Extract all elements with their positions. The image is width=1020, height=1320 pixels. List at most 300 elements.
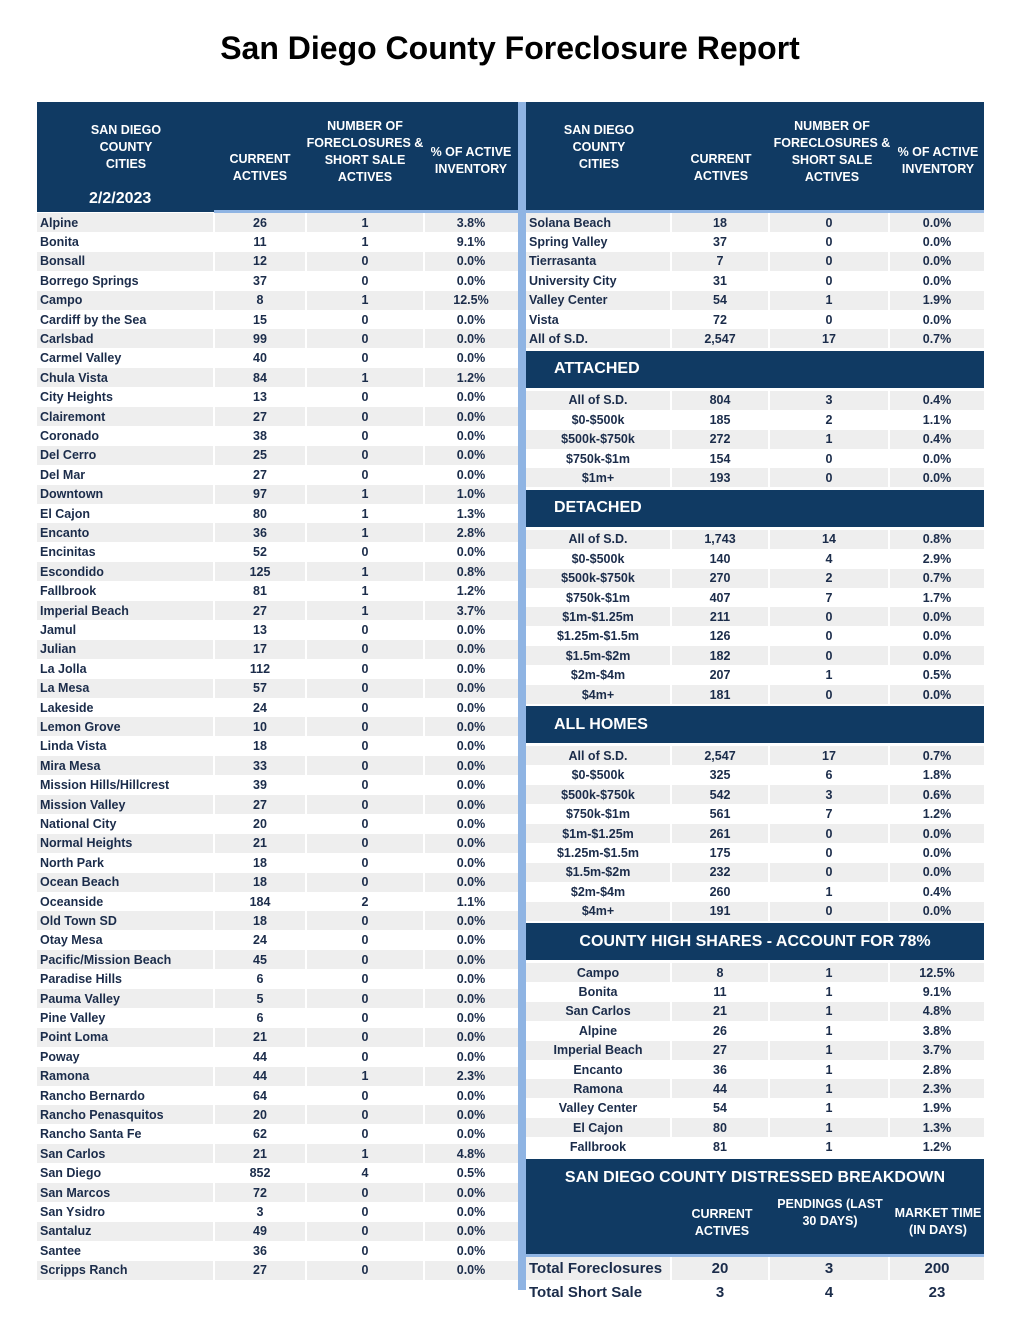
city-name: San Carlos [40, 1146, 106, 1161]
table-row [526, 430, 984, 449]
table-row [526, 824, 984, 843]
current-actives: 10 [253, 719, 267, 734]
current-actives: 211 [709, 609, 731, 624]
current-actives: 12 [253, 254, 267, 269]
right-header-actives: CURRENT ACTIVES [690, 152, 752, 183]
pct-inventory: 0.7% [922, 748, 952, 763]
current-actives: 54 [713, 1101, 727, 1116]
table-row [526, 252, 984, 271]
current-actives: 1,743 [704, 532, 736, 547]
current-actives: 24 [253, 933, 267, 948]
pct-inventory: 0.0% [456, 991, 486, 1006]
foreclosure-count: 0 [361, 1010, 369, 1025]
pct-inventory: 0.0% [922, 215, 952, 230]
city-name: All of S.D. [568, 748, 628, 763]
current-actives: 27 [713, 1043, 727, 1058]
foreclosure-count: 1 [361, 234, 369, 249]
foreclosure-count: 0 [825, 234, 833, 249]
pct-inventory: 0.0% [456, 545, 486, 560]
foreclosure-count: 0 [825, 470, 833, 485]
foreclosure-count: 0 [825, 845, 833, 860]
pct-inventory: 0.0% [456, 875, 486, 890]
pct-inventory: 0.8% [922, 532, 952, 547]
current-actives: 72 [713, 312, 727, 327]
pct-inventory: 0.0% [456, 778, 486, 793]
pct-inventory: 0.4% [922, 393, 952, 408]
table-row [37, 970, 518, 989]
breakdown-actives: 20 [711, 1260, 729, 1277]
city-name: University City [529, 273, 617, 288]
table-row [526, 902, 984, 921]
foreclosure-count: 0 [825, 648, 833, 663]
current-actives: 542 [709, 787, 731, 802]
foreclosure-count: 17 [822, 331, 836, 346]
pct-inventory: 0.0% [456, 428, 486, 443]
pct-inventory: 0.0% [456, 448, 486, 463]
foreclosure-count: 2 [361, 894, 369, 909]
table-row [37, 1105, 518, 1124]
pct-inventory: 4.8% [456, 1146, 486, 1161]
foreclosure-count: 0 [361, 1185, 369, 1200]
city-name: Mission Valley [40, 797, 126, 812]
foreclosure-count: 0 [361, 1224, 369, 1239]
city-name: Encinitas [40, 545, 96, 560]
table-row [526, 627, 984, 646]
pct-inventory: 0.0% [922, 904, 952, 919]
table-row [526, 291, 984, 310]
table-row [37, 1261, 518, 1280]
table-row [37, 659, 518, 678]
current-actives: 18 [253, 913, 267, 928]
current-actives: 140 [709, 551, 731, 566]
current-actives: 232 [709, 865, 731, 880]
distressed-breakdown-title: SAN DIEGO COUNTY DISTRESSED BREAKDOWN [564, 1168, 946, 1186]
foreclosure-count: 0 [361, 1030, 369, 1045]
breakdown-market-time: 200 [924, 1260, 950, 1277]
table-row [526, 1041, 984, 1060]
current-actives: 112 [249, 661, 271, 676]
foreclosure-count: 0 [825, 865, 833, 880]
current-actives: 64 [253, 1088, 267, 1103]
table-row [526, 1079, 984, 1098]
left-table-header [37, 102, 518, 212]
table-row [37, 349, 518, 368]
table-row [37, 795, 518, 814]
city-name: $750k-$1m [566, 590, 630, 605]
foreclosure-count: 0 [361, 816, 369, 831]
city-name: Encanto [573, 1062, 623, 1077]
current-actives: 37 [253, 273, 267, 288]
city-name: Otay Mesa [40, 933, 103, 948]
foreclosure-count: 7 [825, 590, 833, 605]
current-actives: 97 [253, 487, 267, 502]
pct-inventory: 0.0% [456, 1224, 486, 1239]
city-name: Rancho Santa Fe [40, 1127, 142, 1142]
table-row [37, 1202, 518, 1221]
city-name: Escondido [40, 564, 104, 579]
current-actives: 21 [253, 1146, 267, 1161]
table-row [526, 805, 984, 824]
breakdown-actives: 3 [715, 1284, 725, 1301]
pct-inventory: 0.0% [456, 661, 486, 676]
current-actives: 44 [253, 1069, 267, 1084]
current-actives: 272 [709, 432, 731, 447]
city-name: Borrego Springs [40, 273, 139, 288]
distressed-col-actives: CURRENT ACTIVES [691, 1207, 753, 1238]
page-title: San Diego County Foreclosure Report [220, 30, 800, 66]
table-row [37, 853, 518, 872]
foreclosure-count: 0 [361, 1204, 369, 1219]
pct-inventory: 0.0% [456, 972, 486, 987]
pct-inventory: 4.8% [922, 1004, 952, 1019]
foreclosure-count: 0 [361, 1263, 369, 1278]
left-header-actives: CURRENT ACTIVES [229, 152, 291, 183]
current-actives: 26 [713, 1023, 727, 1038]
pct-inventory: 1.2% [922, 807, 952, 822]
foreclosure-count: 1 [361, 370, 369, 385]
foreclosure-count: 3 [825, 787, 833, 802]
pct-inventory: 0.0% [922, 609, 952, 624]
table-row [37, 465, 518, 484]
foreclosure-count: 0 [361, 855, 369, 870]
table-row [37, 368, 518, 387]
foreclosure-count: 0 [361, 1127, 369, 1142]
city-name: Ocean Beach [40, 875, 120, 890]
current-actives: 8 [716, 965, 724, 980]
table-row [526, 329, 984, 348]
city-name: $1m-$1.25m [562, 609, 634, 624]
pct-inventory: 0.0% [922, 648, 952, 663]
city-name: $1m-$1.25m [562, 826, 634, 841]
foreclosure-count: 0 [361, 273, 369, 288]
foreclosure-count: 1 [825, 432, 833, 447]
city-name: Fallbrook [40, 584, 97, 599]
foreclosure-count: 14 [822, 532, 836, 547]
table-row [526, 843, 984, 862]
foreclosure-count: 0 [361, 351, 369, 366]
city-name: Poway [40, 1049, 80, 1064]
pct-inventory: 0.0% [456, 1088, 486, 1103]
city-name: Ramona [573, 1081, 623, 1096]
city-name: San Ysidro [40, 1204, 106, 1219]
pct-inventory: 0.0% [456, 351, 486, 366]
table-row [37, 698, 518, 717]
city-name: Campo [40, 293, 83, 308]
current-actives: 852 [249, 1166, 271, 1181]
city-name: Mission Hills/Hillcrest [40, 778, 170, 793]
current-actives: 126 [709, 629, 731, 644]
foreclosure-count: 0 [361, 972, 369, 987]
city-name: Lakeside [40, 700, 94, 715]
foreclosure-count: 6 [825, 768, 833, 783]
current-actives: 325 [709, 768, 731, 783]
current-actives: 27 [253, 1263, 267, 1278]
table-row [526, 685, 984, 704]
table-row [37, 562, 518, 581]
foreclosure-count: 0 [825, 273, 833, 288]
pct-inventory: 1.1% [922, 412, 952, 427]
pct-inventory: 0.8% [456, 564, 486, 579]
city-name: Santee [40, 1243, 81, 1258]
foreclosure-count: 0 [825, 609, 833, 624]
left-header-pct: % OF ACTIVE INVENTORY [430, 145, 512, 176]
city-name: $1.25m-$1.5m [556, 629, 639, 644]
table-row [526, 1118, 984, 1137]
current-actives: 6 [256, 972, 264, 987]
current-actives: 184 [249, 894, 271, 909]
pct-inventory: 0.0% [922, 451, 952, 466]
foreclosure-count: 1 [825, 668, 833, 683]
detached-section-header: DETACHED [526, 490, 984, 527]
pct-inventory: 1.3% [922, 1120, 952, 1135]
foreclosure-count: 0 [361, 836, 369, 851]
table-row [37, 679, 518, 698]
city-name: Valley Center [558, 1101, 638, 1116]
foreclosure-count: 0 [361, 991, 369, 1006]
table-row [37, 252, 518, 271]
city-name: Pauma Valley [40, 991, 120, 1006]
pct-inventory: 0.0% [922, 687, 952, 702]
table-row [37, 485, 518, 504]
table-row [37, 756, 518, 775]
foreclosure-count: 0 [361, 448, 369, 463]
city-name: Pacific/Mission Beach [40, 952, 172, 967]
pct-inventory: 2.9% [922, 551, 952, 566]
table-row [526, 468, 984, 487]
current-actives: 270 [709, 571, 731, 586]
current-actives: 2,547 [704, 331, 736, 346]
foreclosure-count: 1 [361, 603, 369, 618]
pct-inventory: 3.8% [456, 215, 486, 230]
city-name: Tierrasanta [529, 254, 597, 269]
city-name: Imperial Beach [553, 1043, 643, 1058]
current-actives: 13 [253, 390, 267, 405]
pct-inventory: 0.0% [456, 758, 486, 773]
table-row [37, 620, 518, 639]
foreclosure-count: 1 [361, 564, 369, 579]
city-name: All of S.D. [568, 532, 628, 547]
table-row [37, 834, 518, 853]
current-actives: 175 [709, 845, 731, 860]
pct-inventory: 0.0% [922, 254, 952, 269]
foreclosure-count: 0 [361, 642, 369, 657]
table-row [37, 911, 518, 930]
city-name: Carlsbad [40, 331, 94, 346]
table-row [526, 410, 984, 429]
city-name: All of S.D. [529, 331, 589, 346]
current-actives: 18 [253, 855, 267, 870]
current-actives: 11 [253, 234, 267, 249]
pct-inventory: 12.5% [919, 965, 955, 980]
pct-inventory: 1.2% [456, 370, 486, 385]
current-actives: 54 [713, 293, 727, 308]
current-actives: 57 [253, 681, 267, 696]
table-row [37, 640, 518, 659]
pct-inventory: 0.0% [456, 642, 486, 657]
column-divider [518, 102, 526, 1290]
pct-inventory: 0.4% [922, 884, 952, 899]
foreclosure-count: 1 [825, 1120, 833, 1135]
city-name: $4m+ [581, 687, 615, 702]
current-actives: 27 [253, 797, 267, 812]
pct-inventory: 2.3% [456, 1069, 486, 1084]
pct-inventory: 0.0% [456, 1127, 486, 1142]
pct-inventory: 0.5% [456, 1166, 486, 1181]
table-row [526, 1099, 984, 1118]
foreclosure-count: 2 [825, 571, 833, 586]
city-name: Old Town SD [40, 913, 117, 928]
table-row [37, 446, 518, 465]
city-name: Del Mar [40, 467, 86, 482]
table-row [37, 1164, 518, 1183]
pct-inventory: 0.0% [922, 273, 952, 288]
pct-inventory: 0.0% [456, 719, 486, 734]
current-actives: 37 [713, 234, 727, 249]
city-name: North Park [40, 855, 104, 870]
city-name: San Marcos [40, 1185, 111, 1200]
breakdown-label: Total Foreclosures [529, 1260, 663, 1277]
table-row [37, 737, 518, 756]
table-row [526, 588, 984, 607]
foreclosure-count: 0 [361, 933, 369, 948]
city-name: San Carlos [565, 1004, 631, 1019]
foreclosure-count: 0 [361, 1243, 369, 1258]
pct-inventory: 0.0% [456, 797, 486, 812]
table-row [526, 271, 984, 290]
table-row [526, 310, 984, 329]
foreclosure-count: 0 [361, 312, 369, 327]
pct-inventory: 2.3% [922, 1081, 952, 1096]
current-actives: 185 [709, 412, 731, 427]
pct-inventory: 3.7% [456, 603, 486, 618]
current-actives: 561 [709, 807, 731, 822]
table-row [37, 1222, 518, 1241]
foreclosure-count: 0 [825, 826, 833, 841]
foreclosure-count: 1 [361, 525, 369, 540]
pct-inventory: 1.9% [922, 1101, 952, 1116]
current-actives: 33 [253, 758, 267, 773]
foreclosure-count: 0 [361, 661, 369, 676]
pct-inventory: 0.0% [456, 855, 486, 870]
city-name: $500k-$750k [561, 571, 635, 586]
table-row [526, 213, 984, 232]
current-actives: 27 [253, 603, 267, 618]
current-actives: 13 [253, 622, 267, 637]
current-actives: 40 [253, 351, 267, 366]
pct-inventory: 0.0% [456, 622, 486, 637]
current-actives: 25 [253, 448, 267, 463]
current-actives: 125 [249, 564, 271, 579]
pct-inventory: 3.7% [922, 1043, 952, 1058]
city-name: Spring Valley [529, 234, 608, 249]
foreclosure-count: 0 [361, 467, 369, 482]
foreclosure-count: 1 [361, 506, 369, 521]
current-actives: 44 [253, 1049, 267, 1064]
city-name: Downtown [40, 487, 104, 502]
pct-inventory: 0.0% [456, 739, 486, 754]
pct-inventory: 0.0% [456, 933, 486, 948]
city-name: $1m+ [581, 470, 615, 485]
foreclosure-count: 0 [361, 952, 369, 967]
foreclosure-count: 0 [825, 312, 833, 327]
foreclosure-count: 1 [825, 293, 833, 308]
foreclosure-count: 0 [361, 622, 369, 637]
city-name: Solana Beach [529, 215, 611, 230]
table-row [37, 1144, 518, 1163]
table-row [37, 271, 518, 290]
table-row [526, 982, 984, 1001]
table-row [526, 646, 984, 665]
pct-inventory: 2.8% [456, 525, 486, 540]
foreclosure-count: 1 [825, 1023, 833, 1038]
foreclosure-count: 1 [361, 584, 369, 599]
pct-inventory: 3.8% [922, 1023, 952, 1038]
current-actives: 182 [709, 648, 731, 663]
pct-inventory: 0.0% [456, 681, 486, 696]
current-actives: 27 [253, 409, 267, 424]
foreclosure-count: 4 [825, 551, 833, 566]
current-actives: 261 [709, 826, 731, 841]
current-actives: 8 [256, 293, 264, 308]
current-actives: 18 [713, 215, 727, 230]
city-name: $750k-$1m [566, 451, 630, 466]
foreclosure-count: 1 [361, 1146, 369, 1161]
table-row [526, 963, 984, 982]
city-name: $0-$500k [571, 768, 625, 783]
current-actives: 45 [253, 952, 267, 967]
city-name: Paradise Hills [40, 972, 122, 987]
table-row [526, 1002, 984, 1021]
city-name: Campo [576, 965, 620, 980]
pct-inventory: 0.0% [456, 1010, 486, 1025]
city-name: Del Cerro [40, 448, 97, 463]
current-actives: 2,547 [704, 748, 736, 763]
table-row [37, 329, 518, 348]
current-actives: 804 [709, 393, 731, 408]
current-actives: 17 [253, 642, 267, 657]
table-row [526, 530, 984, 549]
pct-inventory: 0.7% [922, 331, 952, 346]
current-actives: 207 [709, 668, 731, 683]
current-actives: 181 [709, 687, 731, 702]
table-row [37, 1086, 518, 1105]
pct-inventory: 0.0% [456, 1185, 486, 1200]
city-name: Valley Center [529, 293, 608, 308]
current-actives: 18 [253, 739, 267, 754]
table-row [37, 523, 518, 542]
foreclosure-count: 0 [361, 778, 369, 793]
foreclosure-count: 1 [825, 965, 833, 980]
current-actives: 20 [253, 816, 267, 831]
foreclosure-count: 0 [361, 700, 369, 715]
city-name: Normal Heights [40, 836, 133, 851]
pct-inventory: 0.0% [456, 1030, 486, 1045]
foreclosure-count: 2 [825, 412, 833, 427]
left-header-city: SAN DIEGO COUNTY CITIES [90, 122, 162, 171]
pct-inventory: 0.0% [456, 273, 486, 288]
current-actives: 72 [253, 1185, 267, 1200]
foreclosure-count: 0 [361, 875, 369, 890]
table-row [37, 232, 518, 251]
current-actives: 36 [253, 1243, 267, 1258]
table-row [37, 1008, 518, 1027]
city-name: Ramona [40, 1069, 90, 1084]
current-actives: 36 [713, 1062, 727, 1077]
pct-inventory: 0.4% [922, 432, 952, 447]
city-name: All of S.D. [568, 393, 628, 408]
pct-inventory: 12.5% [453, 293, 489, 308]
foreclosure-count: 0 [361, 1107, 369, 1122]
